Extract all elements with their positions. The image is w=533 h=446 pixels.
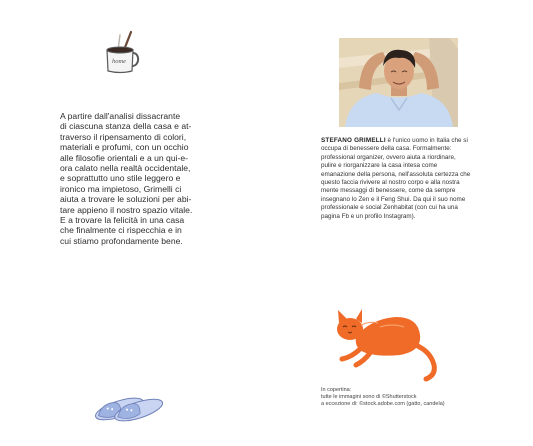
author-bio (321, 137, 471, 221)
author-photo (339, 38, 458, 127)
slippers-icon (92, 382, 164, 424)
back-cover-blurb: A partire dall'analisi dissacrante di ciascuna stanza della casa e at- traverso il ripensamento di colori, materiali e profumi, con un occhio alle filosofie orientali e a un qui-e- ora calato nella realtà occidentale, e soprattutto uno stile leggero e ironico ma impietoso, Grimelli ci aiuta a trovare le soluzioni per abi- tare appieno il nostro spazio vitale. E a trovare la felicità in una casa che finalmente ci rispecchia e in cui stiamo profondamente bene. (60, 111, 193, 246)
credits-line-3: a eccezione di: ©stock.adobe.com (gatto, candela) (321, 400, 445, 407)
author-name: STEFANO GRIMELLI (321, 137, 386, 144)
cat-icon (330, 305, 448, 383)
left-page (0, 0, 266, 446)
mug-label: home (111, 58, 127, 65)
credits-line-2: tutte le immagini sono di ©Shutterstock (321, 393, 417, 400)
right-page (267, 0, 533, 446)
mug-icon (100, 30, 140, 75)
image-credits (321, 387, 481, 407)
credits-line-1: In copertina: (321, 387, 352, 393)
author-bio-text: è l'unico uomo in Italia che si occupa di benessere della casa. Formalmente: professional organizer, ovvero aiuta a riordinare, pulire e riorganizzare la casa intesa come emanazione della persona, nell'assoluta certezza che questo faccia rivivere al nostro corpo e alla nostra mente messaggi di benessere, come da sempre insegnano lo Zen e il Feng Shui. Da qui il suo nome professionale e social Zenhabitat (con cui ha una pagina Fb e un profilo Instagram). (321, 137, 471, 220)
